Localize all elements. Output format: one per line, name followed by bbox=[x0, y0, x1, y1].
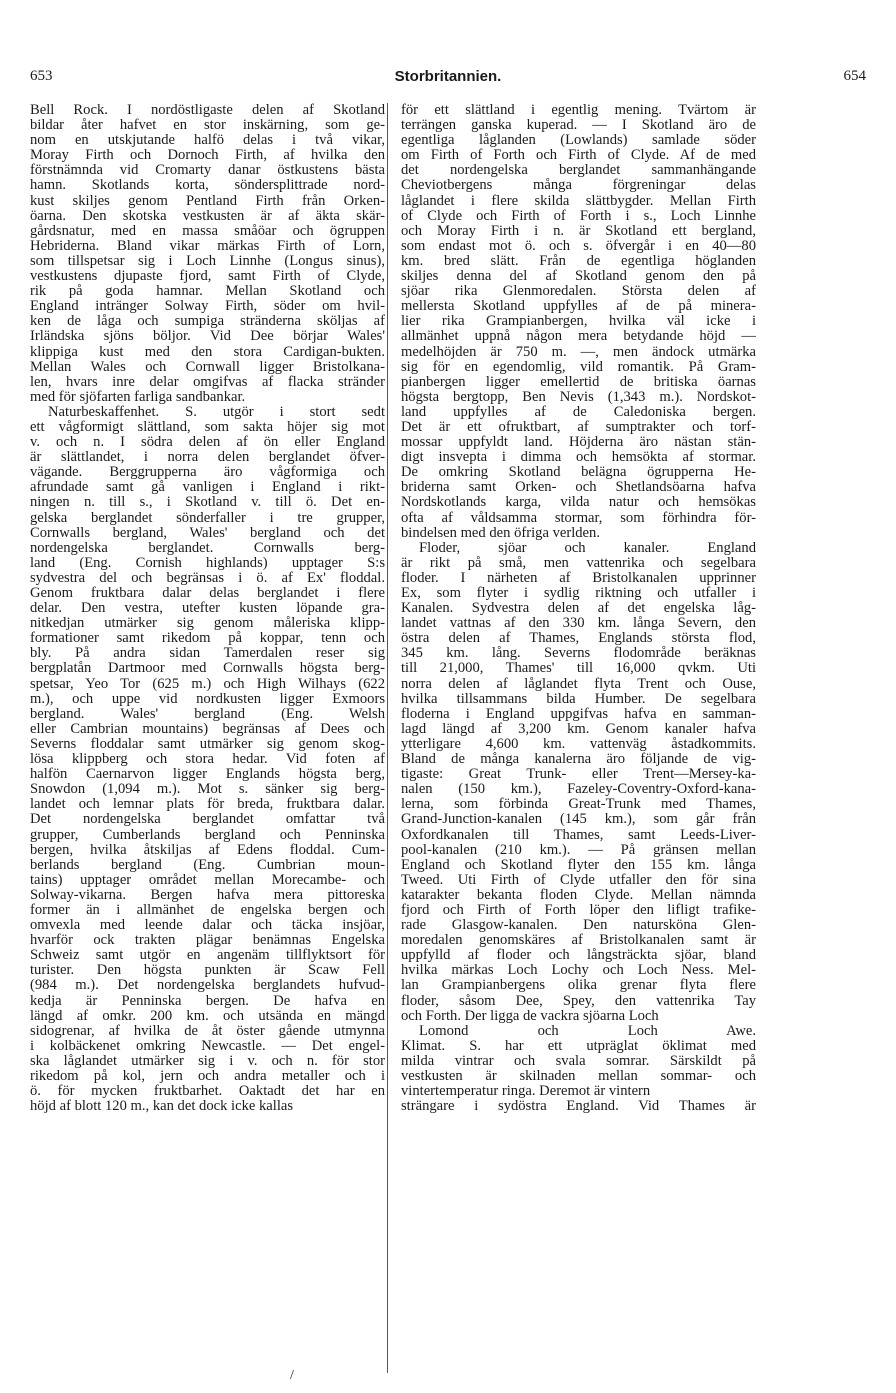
text-line: Hebriderna. Bland vikar märkas Firth of Lorn, bbox=[30, 238, 385, 254]
text-line: sjöar rika Glenmoredalen. Största delen af bbox=[401, 284, 756, 300]
text-line: gelska berglandet sönderfaller i tre grupper, bbox=[30, 510, 385, 526]
page-title: Storbritannien. bbox=[394, 68, 502, 85]
text-line: egentliga låglanden (Lowlands) samlade söder bbox=[401, 133, 756, 149]
text-line: Tweed. Uti Firth of Clyde utfaller den för sina bbox=[401, 872, 756, 888]
text-line: mellersta Skotland uppfylles af de på minera- bbox=[401, 299, 756, 315]
text-line: tigaste: Great Trunk- eller Trent—Mersey-ka- bbox=[401, 767, 756, 783]
text-line: låglandet i flere skilda slättbygder. Mellan Firth bbox=[401, 193, 756, 209]
text-line: vestkustens djupaste fjord, samt Firth of Clyde, bbox=[30, 269, 385, 285]
text-line: England intränger Solway Firth, söder om hvil- bbox=[30, 299, 385, 315]
text-line: Mellan Wales och Cornwall ligger Bristolkana- bbox=[30, 359, 385, 375]
text-line: bergland. Wales' bergland (Eng. Welsh bbox=[30, 706, 385, 722]
text-line: Cheviotbergens många förgreningar delas bbox=[401, 178, 756, 194]
text-line: Oxfordkanalen till Thames, samt Leeds-Liver- bbox=[401, 827, 756, 843]
text-line: längd af omkr. 200 km. och utsända en mängd bbox=[30, 1008, 385, 1024]
text-line: Bland de många kanalerna äro följande de vig- bbox=[401, 752, 756, 768]
text-line: moredalen genomskäres af Bristolkanalen samt är bbox=[401, 933, 756, 949]
text-line: floder, såsom Dee, Spey, den vattenrika Tay bbox=[401, 993, 756, 1009]
text-line: Genom fruktbara dalar delas berglandet i flere bbox=[30, 586, 385, 601]
text-line: uppfylld af floder och långsträckta sjöar, bland bbox=[401, 948, 756, 964]
text-line: öarna. Den skotska vestkusten är af äkta skär- bbox=[30, 208, 385, 224]
text-line: Lomond och Loch Awe. bbox=[419, 1023, 756, 1039]
text-line: of Clyde och Firth of Forth i s., Loch Linnhe bbox=[401, 208, 756, 224]
text-line: mossar uppfyldt land. Höjderna äro nästan stän- bbox=[401, 435, 756, 451]
text-line: skiljes denna del af Skotland genom den på bbox=[401, 269, 756, 285]
text-line: (984 m.). Det nordengelska berglandets hufvud- bbox=[30, 978, 385, 994]
text-line: kedja är Penninska bergen. De hafva en bbox=[30, 993, 385, 1009]
text-line: östra delen af Thames, Englands största flod, bbox=[401, 631, 756, 647]
text-line: hvilka märkas Loch Lochy och Loch Ness. Mel- bbox=[401, 963, 756, 979]
text-line: Det nordengelska berglandet omfattar två bbox=[30, 812, 385, 828]
text-line: gårdsnatur, med en massa småöar och ögruppen bbox=[30, 223, 385, 239]
text-line: lagd längd af 3,200 km. Genom kanaler hafva bbox=[401, 721, 756, 737]
text-line: Snowdon (1,094 m.). Mot s. sänker sig berg- bbox=[30, 782, 385, 798]
text-line: bildar åter hafvet en stor inskärning, som ge- bbox=[30, 118, 385, 134]
page-number-left: 653 bbox=[30, 68, 53, 84]
text-line: i kolbäckenet omkring Newcastle. — Det engel- bbox=[30, 1038, 385, 1054]
text-line: bergplatån Dartmoor med Cornwalls högsta berg- bbox=[30, 661, 385, 677]
text-line: Severns floddalar samt utmärker sig genom skog- bbox=[30, 736, 385, 752]
text-line: höjd af blott 120 m., kan det dock icke kallas bbox=[30, 1099, 294, 1115]
text-line: nordengelska berglandet. Cornwalls berg- bbox=[30, 540, 385, 556]
text-line: med för sjöfarten farliga sandbankar. bbox=[30, 389, 246, 405]
text-line: rikedom på kol, jern och andra metaller och i bbox=[30, 1069, 385, 1084]
text-line: nalen (150 km.), Fazeley-Coventry-Oxford-kana- bbox=[401, 782, 756, 798]
text-line: är slättlandet, i norra delen berglandet öfver- bbox=[30, 450, 385, 466]
text-line: eller Cambrian mountains) begränsas af Dees och bbox=[30, 721, 385, 737]
text-line: lier rika Grampianbergen, hvilka väl icke i bbox=[401, 314, 756, 330]
text-line: vestkusten är skilnaden mellan sommar- och bbox=[401, 1069, 756, 1084]
text-line: afrundade samt gå vanligen i England i rikt- bbox=[30, 480, 385, 496]
text-line: lerna, som förbinda Great-Trunk med Thames, bbox=[401, 797, 756, 813]
text-line: terrängen ganska kuperad. — I Skotland äro de bbox=[401, 118, 756, 134]
footer-mark: / bbox=[290, 1368, 294, 1383]
text-line: klippiga kust med den stora Cardigan-bukten. bbox=[30, 344, 385, 360]
text-line: nitkedjan utmärker sig genom måleriska klipp- bbox=[30, 616, 385, 632]
text-line: lösa klippberg och stora hedar. Vid foten af bbox=[30, 752, 385, 768]
text-line: förstnämnda vid Cromarty danar östkustens bästa bbox=[30, 163, 385, 179]
text-line: Irländska sjöns böljor. Vid Dee börjar Wales' bbox=[30, 329, 385, 345]
text-line: Nordskotlands karga, vilda natur och hemsökas bbox=[401, 495, 756, 511]
text-line: lan Grampianbergens olika grenar flyta flere bbox=[401, 978, 756, 994]
text-line: landet vattnas af den 330 km. långa Severn, den bbox=[401, 616, 756, 632]
text-line: land (Eng. Cornish highlands) upptager S:s bbox=[30, 555, 385, 571]
text-line: Moray Firth och Dornoch Firth, af hvilka den bbox=[30, 148, 385, 164]
text-line: högsta bergtopp, Ben Nevis (1,343 m.). Nordskot- bbox=[401, 389, 756, 405]
column-divider bbox=[387, 103, 388, 1373]
text-line: formationer samt rikedom på koppar, tenn och bbox=[30, 631, 385, 647]
text-line: norra delen af låglandet flyta Trent och Ouse, bbox=[401, 676, 756, 692]
text-line: spetsar, Yeo Tor (625 m.) och High Wilhays (622 bbox=[30, 676, 385, 692]
text-line: ofta af våldsamma stormar, som förhindra för- bbox=[401, 510, 756, 526]
text-line: briderna samt Orken- och Shetlandsöarna hafva bbox=[401, 480, 756, 496]
text-line: som tillspetsar sig i Loch Linnhe (Longus sinus), bbox=[30, 253, 385, 269]
text-line: Grand-Junction-kanalen (145 km.), som går från bbox=[401, 812, 756, 828]
text-line: De omkring Skotland belägna ögrupperna He- bbox=[401, 465, 756, 481]
text-line: och Moray Firth i n. är Skotland ett bergland, bbox=[401, 223, 756, 239]
text-line: Cornwalls bergland, Wales' bergland och det bbox=[30, 525, 385, 541]
text-line: bindelsen med den öfriga verlden. bbox=[401, 525, 600, 541]
text-line: floderna i England uppgifvas hafva en samman- bbox=[401, 706, 756, 722]
text-line: digt insvepta i dimma och hemsökta af stormar. bbox=[401, 450, 756, 466]
text-line: katarakter bekanta floden Clyde. Mellan nämnda bbox=[401, 887, 756, 903]
text-line: allmänhet uppnå någon mera betydande höjd — bbox=[401, 329, 756, 345]
text-line: v. och n. I södra delen af ön eller England bbox=[30, 435, 385, 451]
text-line: till 21,000, Thames' till 16,000 qvkm. Uti bbox=[401, 661, 756, 677]
text-line: milda vintrar och svala somrar. Särskildt på bbox=[401, 1053, 756, 1069]
text-line: som endast mot ö. och s. öfvergår i en 40—80 bbox=[401, 238, 756, 254]
text-line: land uppfylles af de Caledoniska bergen. bbox=[401, 404, 756, 420]
text-line: om Firth of Forth och Firth of Clyde. Af de med bbox=[401, 148, 756, 164]
text-line: Det är ett ofruktbart, af sumptrakter och torf- bbox=[401, 419, 756, 435]
text-line: bergen, hvilka åtskiljas af Edens floddal. Cum- bbox=[30, 842, 385, 858]
text-line: England och Skotland flyter den 155 km. långa bbox=[401, 857, 756, 873]
text-line: sidogrenar, af hvilka de åt öster gående utmynna bbox=[30, 1023, 385, 1039]
text-line: tains) upptager området mellan Morecambe- och bbox=[30, 872, 385, 888]
text-line: bly. På andra sidan Tamerdalen reser sig bbox=[30, 646, 385, 662]
text-line: nom en utskjutande halfö delas i två vikar, bbox=[30, 133, 385, 149]
text-line: strängare i sydöstra England. Vid Thames är bbox=[401, 1099, 756, 1115]
text-line: vintertemperatur ringa. Deremot är vintern bbox=[401, 1084, 651, 1100]
text-line: Klimat. S. har ett utpräglat öklimat med bbox=[401, 1038, 756, 1054]
text-line: rade Glasgow-kanalen. Den natursköna Glen- bbox=[401, 918, 756, 934]
text-line: Schweiz samt utgör en angenäm tillflyktsort för bbox=[30, 948, 385, 964]
text-line: floder. I närheten af Bristolkanalen upprinner bbox=[401, 570, 756, 586]
text-line: Floder, sjöar och kanaler. England bbox=[419, 540, 756, 556]
text-line: pianbergen ligger emellertid de britiska öarnas bbox=[401, 374, 756, 390]
text-line: former än i allmänhet de engelska bergen och bbox=[30, 902, 385, 918]
text-line: ytterligare 4,600 km. vattenväg åstadkommits. bbox=[401, 736, 756, 752]
text-line: kust skiljes genom Pentland Firth från Orken- bbox=[30, 193, 385, 209]
text-line: grupper, Cumberlands bergland och Penninska bbox=[30, 827, 385, 843]
text-line: det nordengelska berglandet sammanhängande bbox=[401, 163, 756, 179]
text-line: och Forth. Der ligga de vackra sjöarna Loch bbox=[401, 1008, 659, 1024]
page-header bbox=[30, 68, 866, 88]
text-line: 345 km. lång. Severns flodområde beräknas bbox=[401, 646, 756, 662]
text-line: ningen n. till s., i Skotland v. till ö. Det en- bbox=[30, 495, 385, 511]
text-line: vägande. Berggrupperna äro vågformiga och bbox=[30, 465, 385, 481]
text-line: sig för en egendomlig, vild romantik. På Gram- bbox=[401, 359, 756, 375]
text-line: är rikt på små, men vattenrika och segelbara bbox=[401, 555, 756, 571]
text-line: landet och lemnar plats för breda, fruktbara dalar. bbox=[30, 797, 385, 813]
text-line: halfön Caernarvon ligger Englands högsta berg, bbox=[30, 767, 385, 783]
text-line: hvarför ock trakten plägar benämnas Engelska bbox=[30, 933, 385, 949]
text-line: hvilka tillsammans bilda Humber. De segelbara bbox=[401, 691, 756, 707]
text-line: ett vågformigt slättland, som sakta höjer sig mot bbox=[30, 419, 385, 435]
text-line: rik på goda hamnar. Mellan Skotland och bbox=[30, 284, 385, 300]
text-line: len, hvars inre delar omgifvas af flacka stränder bbox=[30, 374, 385, 390]
right-column bbox=[401, 103, 756, 1114]
text-line: pool-kanalen (210 km.). — På gränsen mellan bbox=[401, 842, 756, 858]
text-line: Ex, som flyter i sydlig riktning och utfaller i bbox=[401, 586, 756, 601]
text-line: hamn. Skotlands korta, söndersplittrade nord- bbox=[30, 178, 385, 194]
left-column bbox=[30, 103, 385, 1114]
text-line: ken de låga och sumpiga stränderna sköljas af bbox=[30, 314, 385, 330]
text-line: km. bred slätt. Från de egentliga höglanden bbox=[401, 253, 756, 269]
text-line: m.), och uppe vid nordkusten ligger Exmoors bbox=[30, 691, 385, 707]
text-line: ö. för mycken fruktbarhet. Oaktadt det har en bbox=[30, 1084, 385, 1100]
text-line: berlands bergland (Eng. Cumbrian moun- bbox=[30, 857, 385, 873]
text-line: Bell Rock. I nordöstligaste delen af Skotland bbox=[30, 103, 385, 118]
text-line: för ett slättland i egentlig mening. Tvärtom är bbox=[401, 103, 756, 118]
text-line: delar. Den vestra, utefter kusten löpande gra- bbox=[30, 601, 385, 617]
text-line: Kanalen. Sydvestra delen af det engelska låg- bbox=[401, 601, 756, 617]
text-line: turister. Den högsta punkten är Scaw Fell bbox=[30, 963, 385, 979]
text-line: Naturbeskaffenhet. S. utgör i stort sedt bbox=[48, 404, 385, 420]
page-number-right: 654 bbox=[843, 68, 866, 84]
text-line: ska låglandet utmärker sig i v. och n. för stor bbox=[30, 1053, 385, 1069]
text-line: Solway-vikarna. Bergen hafva mera pittoreska bbox=[30, 887, 385, 903]
text-line: medelhöjden är 750 m. —, men ändock utmärka bbox=[401, 344, 756, 360]
text-line: omvexla med leende dalar och täcka insjöar, bbox=[30, 918, 385, 934]
text-line: sydvestra del och begränsas i ö. af Ex' floddal. bbox=[30, 570, 385, 586]
text-line: fjord och Firth of Forth löper den lifligt trafike- bbox=[401, 902, 756, 918]
